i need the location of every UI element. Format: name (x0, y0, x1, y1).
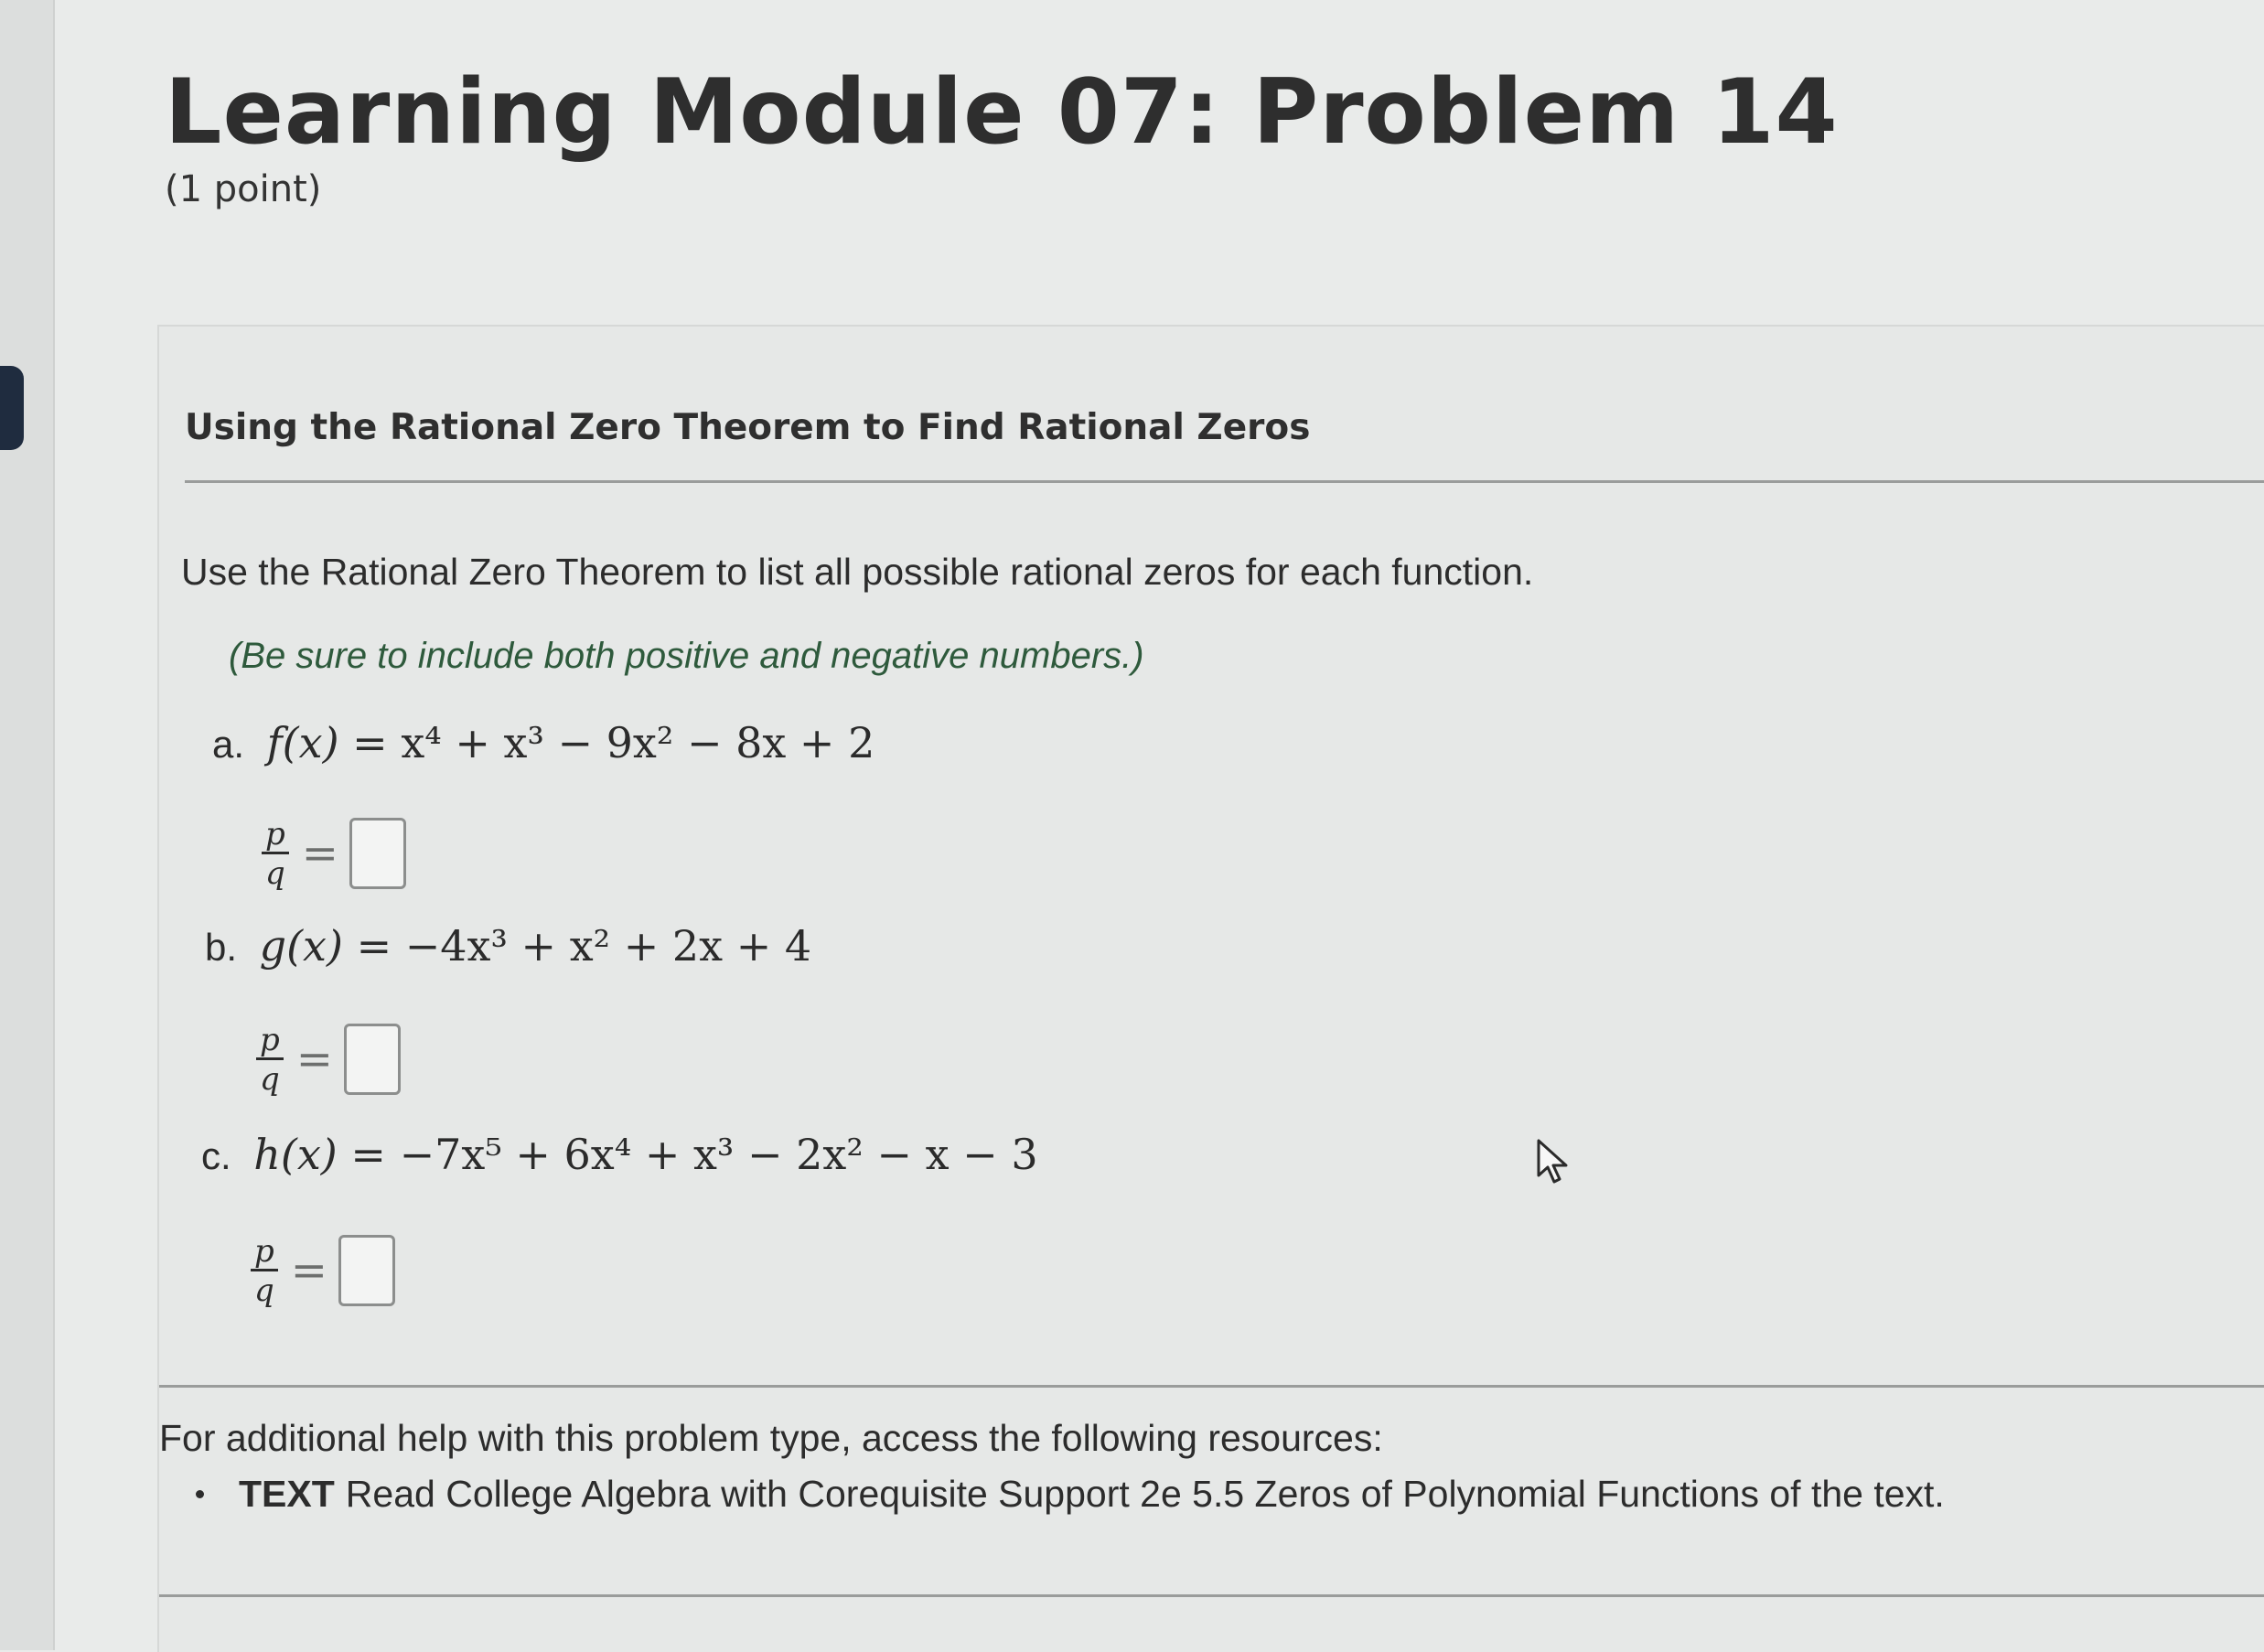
part-c-lhs: h(x) (253, 1130, 338, 1179)
help-divider (159, 1385, 2264, 1388)
part-c-pq-fraction (251, 1232, 278, 1309)
fraction-denominator: q (260, 1060, 280, 1098)
fraction-denominator: q (254, 1271, 274, 1309)
points-label: (1 point) (165, 167, 322, 210)
part-b-function (205, 921, 811, 971)
part-b-pq-fraction (256, 1021, 284, 1098)
left-sidebar-strip (0, 0, 55, 1650)
problem-note: (Be sure to include both positive and negative numbers.) (229, 636, 1144, 676)
fraction-numerator: p (251, 1236, 278, 1271)
part-a-equals: = (352, 718, 388, 767)
part-c-letter: c. (201, 1134, 231, 1177)
help-intro: For additional help with this problem type, access the following resources: (159, 1417, 1383, 1459)
sidebar-toggle-tab[interactable] (0, 366, 24, 450)
resource-list-item[interactable] (196, 1473, 1945, 1516)
equals-sign: = (290, 1245, 327, 1296)
part-a-pq-fraction (262, 815, 289, 892)
heading-divider (185, 480, 2264, 483)
resource-text[interactable]: Read College Algebra with Corequisite Support 2e 5.5 Zeros of Polynomial Functions of the text. (345, 1473, 1945, 1515)
part-c-rhs: −7x⁵ + 6x⁴ + x³ − 2x² − x − 3 (399, 1130, 1038, 1179)
part-b-letter: b. (205, 926, 238, 969)
equals-sign: = (301, 828, 338, 879)
page-title: Learning Module 07: Problem 14 (165, 60, 1839, 165)
footer-divider (159, 1594, 2264, 1597)
page-header (165, 60, 1839, 210)
part-c-equals: = (350, 1130, 386, 1179)
part-c-answer-row (251, 1232, 395, 1309)
part-a-letter: a. (212, 723, 245, 766)
part-a-function (212, 718, 874, 767)
part-a-answer-input[interactable] (349, 818, 406, 889)
part-b-equals: = (356, 921, 392, 971)
part-c-function (201, 1130, 1038, 1179)
problem-instructions: Use the Rational Zero Theorem to list all possible rational zeros for each function. (181, 551, 1534, 593)
part-a-lhs: f(x) (266, 718, 339, 767)
part-b-rhs: −4x³ + x² + 2x + 4 (404, 921, 812, 971)
bullet-icon (196, 1490, 204, 1498)
part-b-lhs: g(x) (259, 921, 343, 971)
resource-tag: TEXT (239, 1473, 335, 1515)
fraction-denominator: q (265, 854, 285, 892)
fraction-numerator: p (262, 819, 289, 854)
part-c-answer-input[interactable] (338, 1235, 395, 1306)
equals-sign: = (295, 1034, 333, 1085)
part-a-rhs: x⁴ + x³ − 9x² − 8x + 2 (401, 718, 875, 767)
mouse-pointer-icon (1537, 1139, 1570, 1185)
fraction-numerator: p (256, 1024, 284, 1060)
section-heading: Using the Rational Zero Theorem to Find Rational Zeros (185, 407, 1311, 448)
part-b-answer-input[interactable] (344, 1024, 401, 1095)
part-a-answer-row (262, 815, 406, 892)
part-b-answer-row (256, 1021, 401, 1098)
problem-panel (157, 325, 2264, 1652)
